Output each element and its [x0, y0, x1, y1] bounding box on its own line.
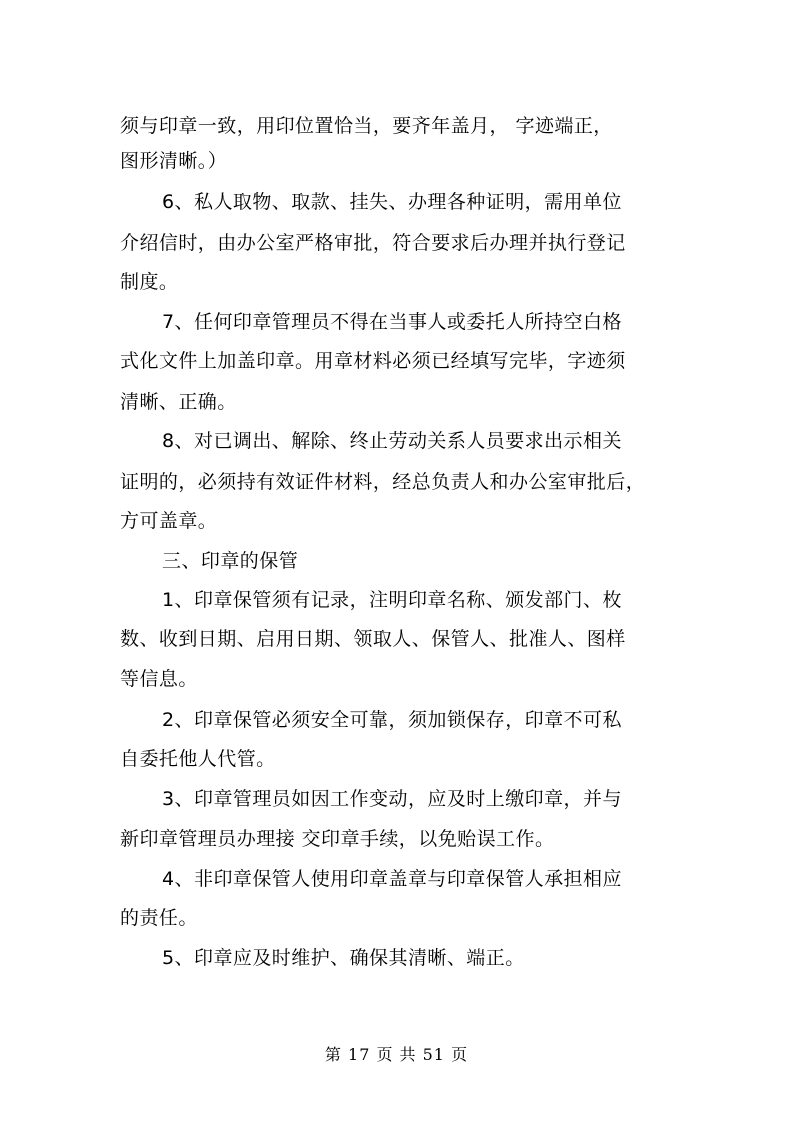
text-line-15: 等信息。 — [120, 668, 198, 690]
text-line-7: 式化文件上加盖印章。用章材料必须已经填写完毕，字迹须 — [120, 350, 626, 372]
text-line-22: 5、印章应及时维护、确保其清晰、端正。 — [162, 947, 525, 969]
text-line-14: 数、收到日期、启用日期、领取人、保管人、批准人、图样 — [120, 628, 626, 650]
text-line-18: 3、印章管理员如因工作变动，应及时上缴印章，并与 — [162, 788, 622, 810]
page-footer: 第 17 页 共 51 页 — [324, 1045, 469, 1064]
text-line-10: 证明的，必须持有效证件材料，经总负责人和办公室审批后， — [120, 471, 646, 493]
text-line-13: 1、印章保管须有记录，注明印章名称、颁发部门、枚 — [162, 589, 622, 611]
text-line-9: 8、对已调出、解除、终止劳动关系人员要求出示相关 — [162, 430, 622, 452]
text-line-17: 自委托他人代管。 — [120, 748, 276, 770]
text-line-5: 制度。 — [120, 271, 179, 293]
text-line-19: 新印章管理员办理接 交印章手续，以免贻误工作。 — [120, 828, 555, 850]
text-line-11: 方可盖章。 — [120, 510, 218, 532]
text-line-20: 4、非印章保管人使用印章盖章与印章保管人承担相应 — [162, 868, 622, 890]
text-line-4: 介绍信时，由办公室严格审批，符合要求后办理并执行登记 — [120, 232, 626, 254]
text-line-6: 7、任何印章管理员不得在当事人或委托人所持空白格 — [162, 311, 622, 333]
text-line-2: 图形清晰。） — [120, 150, 228, 172]
text-line-1: 须与印章一致，用印位置恰当，要齐年盖月， 字迹端正， — [120, 115, 613, 137]
text-line-3: 6、私人取物、取款、挂失、办理各种证明，需用单位 — [162, 191, 622, 213]
text-line-21: 的责任。 — [120, 907, 198, 929]
text-line-8: 清晰、正确。 — [120, 391, 237, 413]
section-heading: 三、印章的保管 — [162, 550, 299, 572]
text-line-16: 2、印章保管必须安全可靠，须加锁保存，印章不可私 — [162, 709, 622, 731]
